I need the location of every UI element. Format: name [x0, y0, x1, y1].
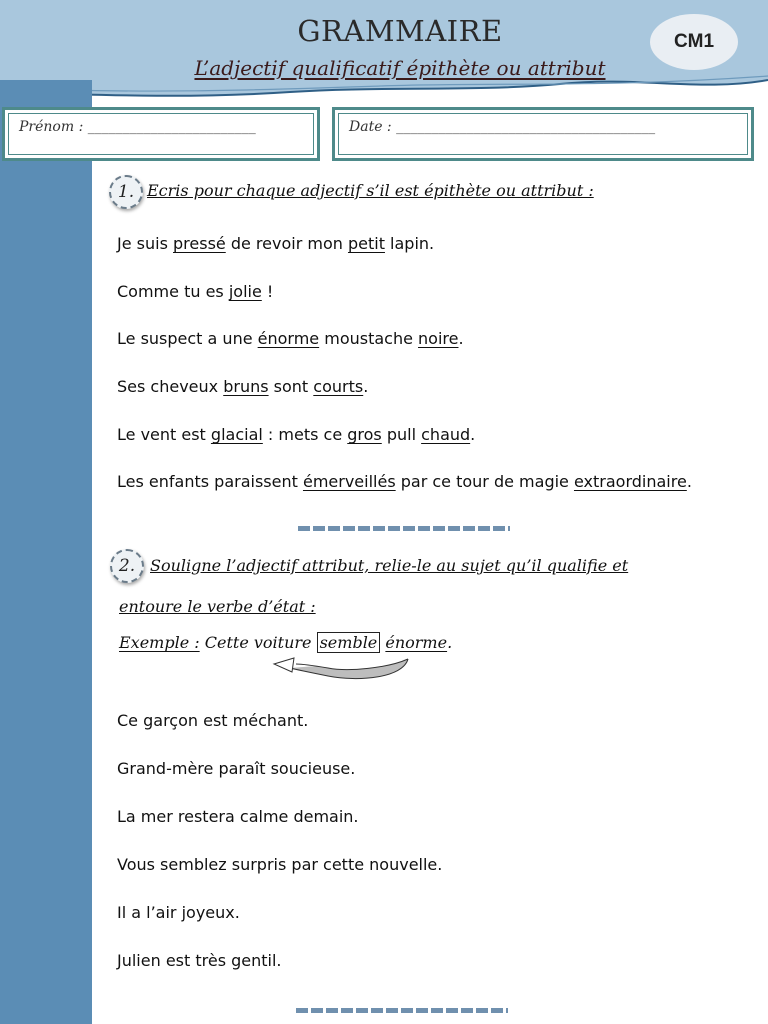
page-title: GRAMMAIRE [297, 14, 503, 48]
adjective: pressé [173, 234, 226, 253]
adjective: extraordinaire [573, 472, 687, 491]
exercise1-sentence [117, 377, 368, 396]
exercise2-sentence: Il a l’air joyeux. [117, 903, 240, 922]
sentence-text: de revoir mon [225, 234, 348, 253]
sentence-text: lapin. [384, 234, 435, 253]
exercise1-sentence [117, 425, 475, 444]
exercise-number-1: 1. [109, 175, 143, 209]
exercise1-instruction: Ecris pour chaque adjectif s’il est épithète ou attribut : [147, 181, 594, 200]
example-end: . [447, 633, 453, 652]
sentence-text: Le vent est [117, 425, 211, 444]
date-label: Date : _____________________________________ [349, 119, 656, 135]
sentence-text: Les enfants paraissent [117, 472, 303, 491]
section-separator [298, 526, 510, 531]
adjective: petit [347, 234, 385, 253]
exercise1-sentence [117, 329, 464, 348]
exercise2-sentence: La mer restera calme demain. [117, 807, 359, 826]
exercise-number-2: 2. [110, 549, 144, 583]
example-before: Cette voiture [199, 633, 317, 652]
section-separator [296, 1008, 508, 1013]
sentence-text: sont [268, 377, 314, 396]
sentence-text: Je suis [117, 234, 173, 253]
adjective: jolie [228, 282, 262, 301]
sentence-text: Ses cheveux [117, 377, 224, 396]
sentence-text: . [686, 472, 692, 491]
level-badge: CM1 [650, 14, 738, 70]
adjective: émerveillés [302, 472, 396, 491]
prenom-field[interactable] [2, 107, 320, 161]
exercise2-instruction-line2: entoure le verbe d’état : [119, 597, 316, 616]
exercise1-sentence [117, 234, 434, 253]
sentence-text: . [363, 377, 369, 396]
date-field[interactable] [332, 107, 754, 161]
sentence-text: : mets ce [262, 425, 348, 444]
adjective: gros [347, 425, 382, 444]
exercise2-sentence: Ce garçon est méchant. [117, 711, 309, 730]
sentence-text: Le suspect a une [117, 329, 258, 348]
exercise1-sentence [117, 282, 273, 301]
exercise2-sentence: Vous semblez surpris par cette nouvelle. [117, 855, 443, 874]
adjective: noire [418, 329, 459, 348]
adjective: courts [313, 377, 364, 396]
example-label: Exemple : [119, 633, 200, 652]
adjective: bruns [223, 377, 269, 396]
exercise2-sentence: Grand-mère paraît soucieuse. [117, 759, 356, 778]
example-arrow-icon [268, 656, 418, 684]
sentence-text: par ce tour de magie [395, 472, 574, 491]
sentence-text: . [458, 329, 464, 348]
adjective: glacial [210, 425, 263, 444]
example-adjective: énorme [385, 633, 448, 652]
sentence-text: ! [261, 282, 274, 301]
prenom-label: Prénom : ________________________ [19, 119, 256, 135]
sentence-text: moustache [319, 329, 419, 348]
example-verb: semble [317, 632, 381, 653]
adjective: énorme [257, 329, 320, 348]
side-band [0, 160, 92, 1024]
adjective: chaud [421, 425, 471, 444]
exercise1-sentence [117, 472, 692, 491]
exercise2-instruction-line1: Souligne l’adjectif attribut, relie-le au sujet qu’il qualifie et [150, 556, 629, 575]
page-subtitle: L’adjectif qualificatif épithète ou attribut [194, 56, 606, 80]
exercise2-sentence: Julien est très gentil. [117, 951, 282, 970]
sentence-text: Comme tu es [117, 282, 229, 301]
sentence-text: . [470, 425, 476, 444]
example-sentence [119, 633, 452, 652]
sentence-text: pull [381, 425, 422, 444]
